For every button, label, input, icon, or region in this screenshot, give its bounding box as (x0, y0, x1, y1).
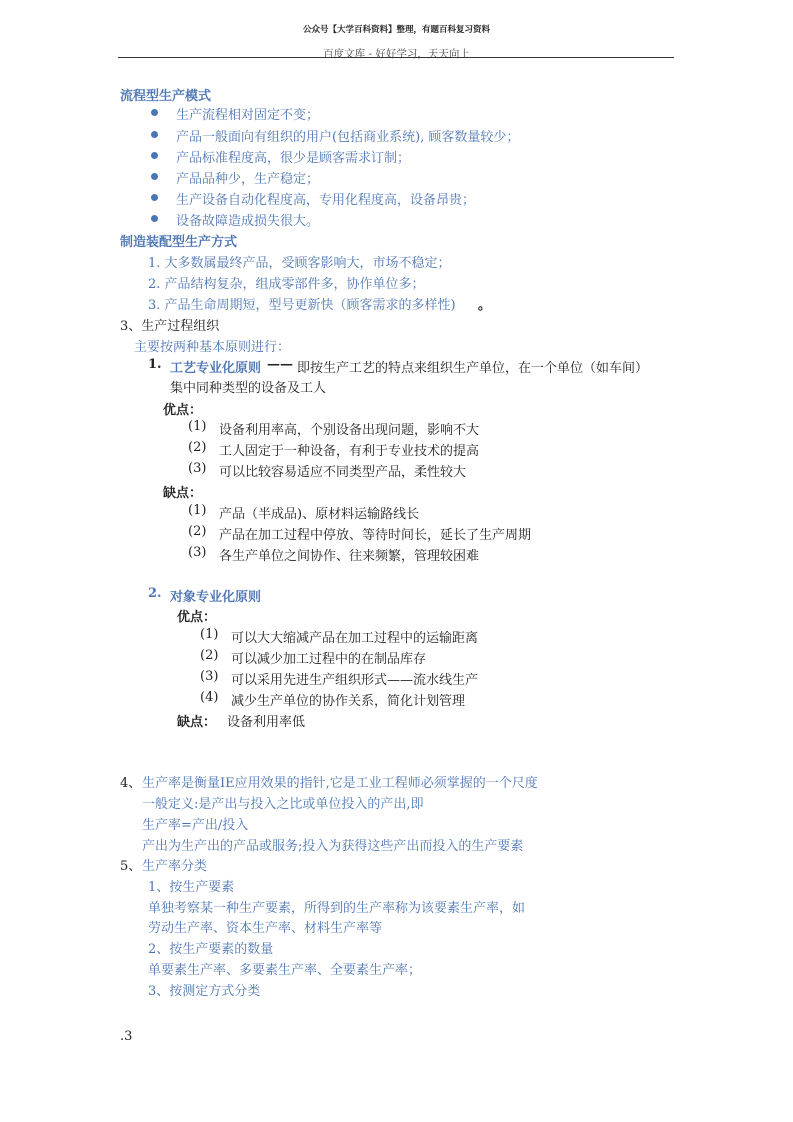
principle2-adv-num-3: (3) (200, 669, 219, 684)
section5-number: 5、 (120, 859, 142, 874)
principle2-number: 2. (148, 586, 162, 601)
bullet-icon (151, 215, 158, 222)
principle2-adv-num-1: (1) (200, 627, 219, 642)
section4-line2: 一般定义:是产出与投入之比或单位投入的产出,即 (142, 797, 424, 812)
flow-bullet-2: 产品一般面向有组织的用户(包括商业系统), 顾客数量较少； (176, 130, 520, 145)
principle1-dis-num-3: (3) (188, 545, 207, 560)
principle2-adv-4: 减少生产单位的协作关系，简化计划管理 (231, 694, 466, 709)
flow-bullet-1: 生产流程相对固定不变； (176, 108, 320, 123)
principle2-disadvantage: 设备利用率低 (227, 715, 306, 730)
section4-formula: 生产率=产出/投入 (142, 818, 249, 833)
principle2-adv-3: 可以采用先进生产组织形式——流水线生产 (231, 673, 479, 688)
principle1-dis-num-1: (1) (188, 503, 207, 518)
principle1-adv-1: 设备利用率高，个别设备出现问题，影响不大 (219, 423, 480, 438)
principle1-adv-num-1: (1) (188, 419, 207, 434)
principle1-adv-num-3: (3) (188, 461, 207, 476)
principle2-title: 对象专业化原则 (170, 590, 262, 605)
assembly-heading: 制造装配型生产方式 (120, 235, 238, 250)
section3-intro: 主要按两种基本原则进行： (134, 340, 291, 355)
principle1-advantages-label: 优点： (163, 403, 203, 418)
principle1-dash: —— (267, 357, 293, 372)
page-number: .3 (120, 1029, 133, 1044)
flow-bullet-6: 设备故障造成损失很大。 (176, 214, 320, 229)
section5-sub1-line2: 劳动生产率、资本生产率、材料生产率等 (148, 921, 383, 936)
flow-bullet-5: 生产设备自动化程度高，专用化程度高，设备昂贵； (176, 193, 476, 208)
principle2-adv-num-4: (4) (200, 690, 219, 705)
bullet-icon (151, 152, 158, 159)
section4-line4: 产出为生产出的产品或服务;投入为获得这些产出而投入的生产要素 (142, 839, 524, 854)
principle2-advantages-label: 优点： (177, 610, 217, 625)
section5-sub1-line1: 单独考察某一种生产要素，所得到的生产率称为该要素生产率，如 (148, 901, 526, 916)
assembly-item-3: 3. 产品生命周期短，型号更新快（顾客需求的多样性) (148, 298, 456, 313)
principle2-adv-num-2: (2) (200, 648, 219, 663)
section5-sub1: 1、按生产要素 (148, 880, 235, 895)
principle2-disadvantages-label: 缺点： (177, 715, 217, 730)
principle1-adv-num-2: (2) (188, 440, 207, 455)
principle1-adv-2: 工人固定于一种设备，有利于专业技术的提高 (219, 444, 480, 459)
section5-sub3: 3、按测定方式分类 (148, 984, 261, 999)
principle1-number: 1. (148, 357, 162, 372)
bullet-icon (151, 109, 158, 116)
principle1-text-line1: 即按生产工艺的特点来组织生产单位，在一个单位（如车间） (297, 361, 649, 376)
principle2-adv-1: 可以大大缩减产品在加工过程中的运输距离 (231, 631, 479, 646)
section5-heading: 生产率分类 (142, 859, 208, 874)
principle1-dis-2: 产品在加工过程中停放、等待时间长，延长了生产周期 (219, 528, 532, 543)
section3-heading: 3、生产过程组织 (120, 319, 220, 334)
principle2-adv-2: 可以减少加工过程中的在制品库存 (231, 652, 427, 667)
principle1-title: 工艺专业化原则 (170, 361, 262, 376)
section4-number: 4、 (120, 776, 142, 791)
bullet-icon (151, 173, 158, 180)
assembly-item-3-period: 。 (478, 298, 492, 313)
header-divider (118, 57, 674, 58)
assembly-item-2: 2. 产品结构复杂，组成零部件多，协作单位多； (148, 277, 425, 292)
flow-bullet-3: 产品标准程度高，很少是顾客需求订制； (176, 151, 411, 166)
principle1-dis-1: 产品（半成品)、原材料运输路线长 (219, 507, 420, 522)
bullet-icon (151, 131, 158, 138)
principle1-dis-3: 各生产单位之间协作、往来频繁，管理较困难 (219, 549, 480, 564)
header-subtitle: 百度文库 - 好好学习，天天向上 (323, 48, 470, 60)
bullet-icon (151, 194, 158, 201)
section4-line1: 生产率是衡量IE应用效果的指针,它是工业工程师必须掌握的一个尺度 (142, 776, 538, 791)
section5-sub2: 2、按生产要素的数量 (148, 942, 274, 957)
section5-sub2-line1: 单要素生产率、多要素生产率、全要素生产率； (148, 963, 422, 978)
flow-heading: 流程型生产模式 (120, 89, 212, 104)
header-top-note: 公众号【大学百科资料】整理，有题百科复习资料 (302, 25, 490, 35)
principle1-dis-num-2: (2) (188, 524, 207, 539)
assembly-item-1: 1. 大多数属最终产品，受顾客影响大，市场不稳定； (148, 256, 451, 271)
principle1-disadvantages-label: 缺点： (163, 486, 203, 501)
flow-bullet-4: 产品品种少，生产稳定； (176, 172, 320, 187)
principle1-adv-3: 可以比较容易适应不同类型产品，柔性较大 (219, 465, 467, 480)
principle1-text-line2: 集中同种类型的设备及工人 (170, 381, 327, 396)
